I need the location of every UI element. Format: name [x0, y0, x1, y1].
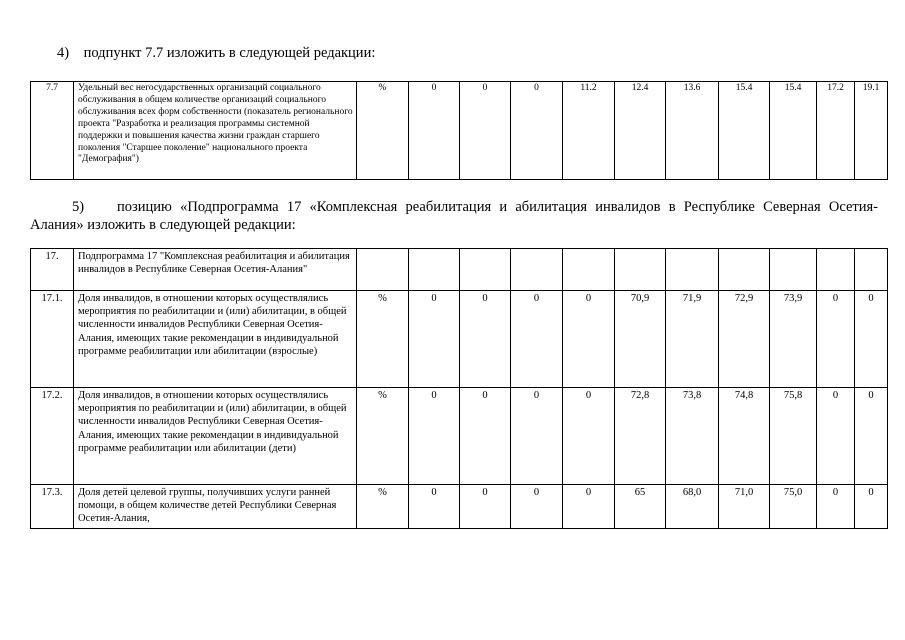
table-row [31, 249, 888, 291]
indicator-name-cell: Подпрограмма 17 "Комплексная реабилитация и абилитация инвалидов в Республике Северная Осетия-Алания" [74, 249, 357, 291]
value-cell: 0 [563, 291, 615, 388]
value-cell: 0 [409, 485, 460, 529]
value-cell: 0 [409, 291, 460, 388]
value-cell: 0 [563, 485, 615, 529]
value-cell [460, 249, 511, 291]
table-row [31, 291, 888, 388]
value-cell: 74,8 [719, 388, 770, 485]
value-cell: 0 [511, 485, 563, 529]
value-cell: 68,0 [666, 485, 719, 529]
value-cell: 0 [855, 485, 888, 529]
value-cell [615, 249, 666, 291]
value-cell: 0 [460, 82, 511, 180]
value-cell [409, 249, 460, 291]
row-number-cell: 17.3. [31, 485, 74, 529]
indicator-name-cell: Доля детей целевой группы, получивших услуги ранней помощи, в общем количестве детей Республики Северная Осетия-Алания, [74, 485, 357, 529]
unit-cell [357, 249, 409, 291]
unit-cell: % [357, 82, 409, 180]
table-row [31, 388, 888, 485]
value-cell: 0 [409, 82, 460, 180]
value-cell: 71,0 [719, 485, 770, 529]
value-cell: 0 [409, 388, 460, 485]
value-cell: 0 [563, 388, 615, 485]
value-cell: 17.2 [817, 82, 855, 180]
table-item-7-7 [30, 81, 888, 180]
value-cell: 75,0 [770, 485, 817, 529]
value-cell: 0 [855, 291, 888, 388]
value-cell: 0 [460, 388, 511, 485]
unit-cell: % [357, 485, 409, 529]
value-cell: 13.6 [666, 82, 719, 180]
item-5-text-2: Алания» изложить в следующей редакции: [30, 217, 296, 233]
value-cell: 12.4 [615, 82, 666, 180]
value-cell [511, 249, 563, 291]
value-cell: 0 [511, 291, 563, 388]
item-5-line-1 [30, 198, 878, 216]
value-cell: 72,9 [719, 291, 770, 388]
value-cell: 0 [817, 388, 855, 485]
table-row [31, 82, 888, 180]
value-cell: 72,8 [615, 388, 666, 485]
unit-cell: % [357, 291, 409, 388]
value-cell: 71,9 [666, 291, 719, 388]
value-cell: 0 [817, 291, 855, 388]
unit-cell: % [357, 388, 409, 485]
table-subprogram-17 [30, 248, 888, 529]
value-cell [719, 249, 770, 291]
item-5-text-1: позицию «Подпрограмма 17 «Комплексная реабилитация и абилитация инвалидов в Республике Северная Осетия- [117, 199, 879, 215]
indicator-name-cell: Доля инвалидов, в отношении которых осуществлялись мероприятия по реабилитации и (или) абилитации, в общей численности инвалидов Республики Северная Осетия-Алания, имеющих такие рекомендации в индивидуальной программе реабилитации или абилитации (дети) [74, 388, 357, 485]
value-cell [563, 249, 615, 291]
value-cell: 19.1 [855, 82, 888, 180]
value-cell [770, 249, 817, 291]
item-4-paragraph [57, 44, 375, 62]
item-4-text: подпункт 7.7 изложить в следующей редакции: [83, 45, 376, 61]
value-cell: 0 [511, 82, 563, 180]
item-4-number: 4) [57, 45, 70, 61]
value-cell: 0 [460, 291, 511, 388]
value-cell: 0 [460, 485, 511, 529]
item-5-paragraph [30, 198, 878, 234]
value-cell: 0 [511, 388, 563, 485]
value-cell: 0 [855, 388, 888, 485]
value-cell [666, 249, 719, 291]
value-cell [817, 249, 855, 291]
row-number-cell: 7.7 [31, 82, 74, 180]
value-cell: 73,9 [770, 291, 817, 388]
value-cell [855, 249, 888, 291]
value-cell: 75,8 [770, 388, 817, 485]
value-cell: 11.2 [563, 82, 615, 180]
value-cell: 15.4 [770, 82, 817, 180]
row-number-cell: 17. [31, 249, 74, 291]
indicator-name-cell: Удельный вес негосударственных организаций социального обслуживания в общем количестве организаций социального обслуживания всех форм собственности (показатель регионального проекта "Разработка и реализация программы системной поддержки и повышения качества жизни граждан старшего поколения "Старшее поколение" национального проекта "Демография") [74, 82, 357, 180]
value-cell: 65 [615, 485, 666, 529]
indicator-name-cell: Доля инвалидов, в отношении которых осуществлялись мероприятия по реабилитации и (или) абилитации, в общей численности инвалидов Республики Северная Осетия-Алания, имеющих такие рекомендации в индивидуальной программе реабилитации или абилитации (взрослые) [74, 291, 357, 388]
row-number-cell: 17.2. [31, 388, 74, 485]
table-row [31, 485, 888, 529]
item-5-number: 5) [72, 199, 85, 215]
row-number-cell: 17.1. [31, 291, 74, 388]
value-cell: 0 [817, 485, 855, 529]
table-body [31, 82, 888, 180]
value-cell: 70,9 [615, 291, 666, 388]
value-cell: 15.4 [719, 82, 770, 180]
table-body [31, 249, 888, 529]
value-cell: 73,8 [666, 388, 719, 485]
